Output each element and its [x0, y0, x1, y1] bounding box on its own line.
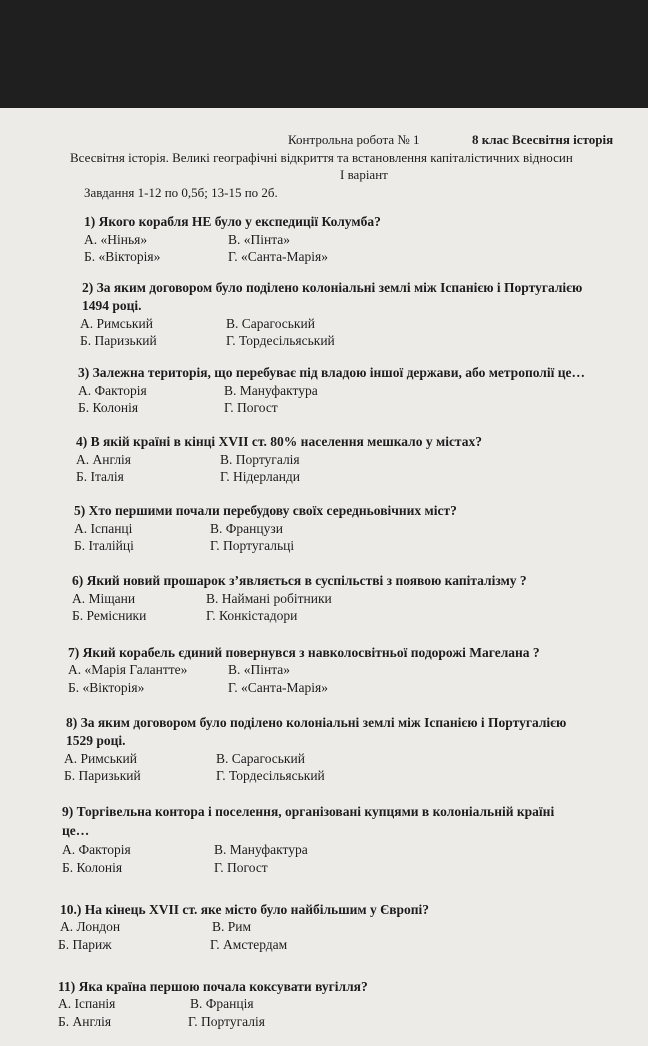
question-text: 7) Який корабель єдиний повернувся з навколосвітньої подорожі Магелана ? [68, 645, 540, 660]
question-text: 10.) На кінець XVII ст. яке місто було найбільшим у Європі? [60, 902, 430, 917]
question-text: 11) Яка країна першою почала коксувати вугілля? [58, 979, 368, 994]
option-d: Г. Амстердам [210, 937, 288, 952]
option-a: А. Міщани [72, 591, 136, 606]
option-c: В. Франція [190, 996, 254, 1011]
test-topic: Всесвітня історія. Великі географічні відкриття та встановлення капіталістичних відносин [70, 150, 573, 165]
question-text: 9) Торгівельна контора і поселення, організовані купцями в колоніальній країні [62, 804, 555, 819]
option-b: Б. Ремісники [72, 608, 147, 623]
option-b: Б. Італійці [74, 538, 134, 553]
option-d: Г. «Санта-Марія» [228, 680, 329, 695]
option-c: В. Рим [212, 919, 252, 934]
option-c: В. Мануфактура [224, 383, 318, 398]
option-c: В. Сарагоський [226, 316, 315, 331]
question-text-cont: 1494 році. [82, 298, 142, 313]
option-c: В. «Пінта» [228, 232, 291, 247]
question-text-cont: це… [62, 823, 90, 838]
scoring-note: Завдання 1-12 по 0,5б; 13-15 по 2б. [84, 185, 278, 200]
option-b: Б. Париж [58, 937, 112, 952]
question-text: 2) За яким договором було поділено колоніальні землі між Іспанією і Португалією [82, 280, 583, 295]
option-c: В. «Пінта» [228, 662, 291, 677]
paper-sheet [0, 108, 648, 1046]
option-c: В. Сарагоський [216, 751, 305, 766]
option-b: Б. Колонія [62, 860, 123, 875]
option-a: А. Факторія [62, 842, 131, 857]
test-title: Контрольна робота № 1 [288, 132, 420, 147]
question-text: 3) Залежна територія, що перебуває під владою іншої держави, або метрополії це… [78, 365, 586, 380]
question-text-cont: 1529 році. [66, 733, 126, 748]
question-text: 5) Хто першими почали перебудову своїх середньовічних міст? [74, 503, 457, 518]
variant-label: I варіант [340, 167, 388, 182]
option-b: Б. «Вікторія» [68, 680, 145, 695]
option-a: А. Англія [76, 452, 132, 467]
option-c: В. Мануфактура [214, 842, 308, 857]
option-d: Г. Португалія [188, 1014, 265, 1029]
class-subject: 8 клас Всесвітня історія [472, 132, 614, 147]
option-b: Б. Паризький [64, 768, 141, 783]
option-d: Г. Погост [224, 400, 278, 415]
option-d: Г. Португальці [210, 538, 295, 553]
option-d: Г. Тордесільяський [226, 333, 335, 348]
option-a: А. Лондон [60, 919, 121, 934]
question-text: 1) Якого корабля НЕ було у експедиції Колумба? [84, 214, 381, 229]
option-c: В. Наймані робітники [206, 591, 332, 606]
option-a: А. Іспанія [58, 996, 116, 1011]
option-d: Г. Погост [214, 860, 268, 875]
option-a: А. «Нінья» [84, 232, 148, 247]
question-text: 8) За яким договором було поділено колоніальні землі між Іспанією і Португалією [66, 715, 567, 730]
option-d: Г. Конкістадори [206, 608, 298, 623]
option-a: А. Римський [64, 751, 137, 766]
question-text: 6) Який новий прошарок з’являється в суспільстві з появою капіталізму ? [72, 573, 527, 588]
option-b: Б. Колонія [78, 400, 139, 415]
option-a: А. «Марія Галантте» [68, 662, 188, 677]
option-b: Б. Паризький [80, 333, 157, 348]
option-d: Г. Тордесільяський [216, 768, 325, 783]
option-b: Б. Італія [76, 469, 124, 484]
option-a: А. Іспанці [74, 521, 133, 536]
option-a: А. Факторія [78, 383, 147, 398]
option-c: В. Французи [210, 521, 283, 536]
option-d: Г. Нідерланди [220, 469, 301, 484]
option-b: Б. Англія [58, 1014, 112, 1029]
option-a: А. Римський [80, 316, 153, 331]
option-b: Б. «Вікторія» [84, 249, 161, 264]
option-c: В. Португалія [220, 452, 300, 467]
option-d: Г. «Санта-Марія» [228, 249, 329, 264]
question-text: 4) В якій країні в кінці XVII ст. 80% населення мешкало у містах? [76, 434, 482, 449]
